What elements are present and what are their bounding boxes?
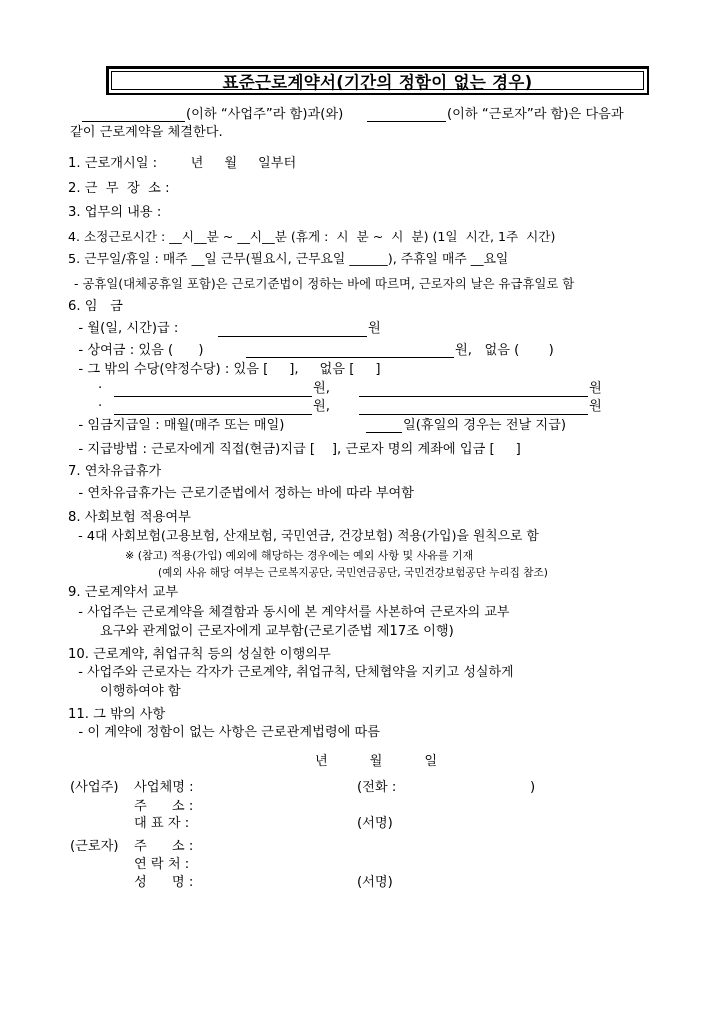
allowance-unit-1b: 원 bbox=[589, 381, 602, 396]
intro-employer-text: (이하 “사업주”라 함)과(와) bbox=[186, 107, 344, 122]
item-2: 2. 근 무 장 소 : bbox=[68, 181, 170, 196]
allowance-unit-2a: 원, bbox=[313, 399, 330, 414]
allowance-unit-1a: 원, bbox=[313, 381, 330, 396]
wage-blank bbox=[218, 336, 367, 337]
item-11: 11. 그 밖의 사항 bbox=[68, 707, 166, 722]
employer-name-label: 사업체명 : bbox=[134, 780, 194, 795]
item-6-allowance: - 그 밖의 수당(약정수당) : 있음 [ ], 없음 [ ] bbox=[70, 362, 381, 377]
employer-phone-label: (전화 : bbox=[357, 780, 397, 795]
item-8: 8. 사회보험 적용여부 bbox=[68, 510, 191, 525]
document-title: 표준근로계약서(기간의 정함이 없는 경우) bbox=[222, 73, 533, 92]
item-6-wage-unit: 원 bbox=[368, 321, 381, 336]
employee-contact-label: 연 락 처 : bbox=[134, 857, 190, 872]
employer-phone-close: ) bbox=[530, 780, 536, 795]
signature-date: 년 월 일 bbox=[315, 754, 438, 769]
allowance-blank-2a bbox=[114, 414, 312, 415]
employee-role: (근로자) bbox=[70, 839, 119, 854]
employer-role: (사업주) bbox=[70, 780, 119, 795]
allowance-blank-1b bbox=[359, 396, 588, 397]
employee-signature: (서명) bbox=[357, 875, 393, 890]
item-6-wage-label: - 월(일, 시간)급 : bbox=[70, 321, 179, 336]
item-8-note2: (예외 사유 해당 여부는 근로복지공단, 국민연금공단, 국민건강보험공단 누리집 참조) bbox=[158, 567, 548, 579]
item-5: 5. 근무일/휴일 : 매주 __일 근무(필요시, 근무요일 ______), 주휴일 매주 __요일 bbox=[68, 252, 509, 267]
item-3: 3. 업무의 내용 : bbox=[68, 205, 162, 220]
item-8-note1: ※ (참고) 적용(가입) 예외에 해당하는 경우에는 예외 사항 및 사유를 기재 bbox=[125, 549, 474, 562]
item-6-payday-rest: 일(휴일의 경우는 전날 지급) bbox=[403, 418, 566, 433]
item-9-sub2: 요구와 관계없이 근로자에게 교부함(근로기준법 제17조 이행) bbox=[100, 624, 454, 639]
intro-line2: 같이 근로계약을 체결한다. bbox=[70, 125, 223, 140]
item-6-bonus-label: - 상여금 : 있음 ( ) bbox=[70, 343, 204, 358]
item-10-sub2: 이행하여야 함 bbox=[100, 684, 181, 699]
item-4: 4. 소정근로시간 : __시__분 ~ __시__분 (휴게 : 시 분 ~ 시 분) (1일 시간, 1주 시간) bbox=[68, 229, 556, 244]
allowance-blank-2b bbox=[359, 414, 588, 415]
item-6: 6. 임 금 bbox=[68, 299, 123, 314]
item-10-sub1: - 사업주와 근로자는 각자가 근로계약, 취업규칙, 단체협약을 지키고 성실하게 bbox=[70, 665, 514, 680]
title-frame bbox=[106, 66, 649, 95]
item-10: 10. 근로계약, 취업규칙 등의 성실한 이행의무 bbox=[68, 647, 331, 662]
allowance-bullet-2: · bbox=[98, 399, 103, 414]
employer-address-label: 주 소 : bbox=[134, 799, 194, 814]
item-11-sub: - 이 계약에 정함이 없는 사항은 근로관계법령에 따름 bbox=[70, 725, 381, 740]
item-8-sub: - 4대 사회보험(고용보험, 산재보험, 국민연금, 건강보험) 적용(가입)을 원칙으로 함 bbox=[70, 529, 539, 544]
employee-name-label: 성 명 : bbox=[134, 875, 194, 890]
employer-rep-label: 대 표 자 : bbox=[134, 816, 190, 831]
employer-signature: (서명) bbox=[357, 816, 393, 831]
allowance-unit-2b: 원 bbox=[589, 399, 602, 414]
employer-blank bbox=[82, 121, 185, 122]
allowance-blank-1a bbox=[114, 396, 312, 397]
item-9: 9. 근로계약서 교부 bbox=[68, 585, 179, 600]
intro-employee-text: (이하 “근로자”라 함)은 다음과 bbox=[447, 107, 624, 122]
employee-blank bbox=[367, 121, 446, 122]
item-7-sub: - 연차유급휴가는 근로기준법에서 정하는 바에 따라 부여함 bbox=[70, 486, 415, 501]
item-6-payday-label: - 임금지급일 : 매월(매주 또는 매일) bbox=[70, 418, 285, 433]
employee-address-label: 주 소 : bbox=[134, 839, 194, 854]
item-6-payment-method: - 지급방법 : 근로자에게 직접(현금)지급 [ ], 근로자 명의 계좌에 입금 [ ] bbox=[70, 442, 521, 457]
bonus-blank bbox=[246, 357, 454, 358]
item-7: 7. 연차유급휴가 bbox=[68, 464, 162, 479]
allowance-bullet-1: · bbox=[98, 381, 103, 396]
item-9-sub1: - 사업주는 근로계약을 체결함과 동시에 본 계약서를 사본하여 근로자의 교부 bbox=[70, 605, 510, 620]
item-6-bonus-rest: 원, 없음 ( ) bbox=[455, 343, 554, 358]
payday-blank bbox=[366, 432, 402, 433]
item-5-sub: - 공휴일(대체공휴일 포함)은 근로기준법이 정하는 바에 따르며, 근로자의 날은 유급휴일로 함 bbox=[70, 276, 575, 291]
item-1: 1. 근로개시일 : 년 월 일부터 bbox=[68, 156, 297, 171]
